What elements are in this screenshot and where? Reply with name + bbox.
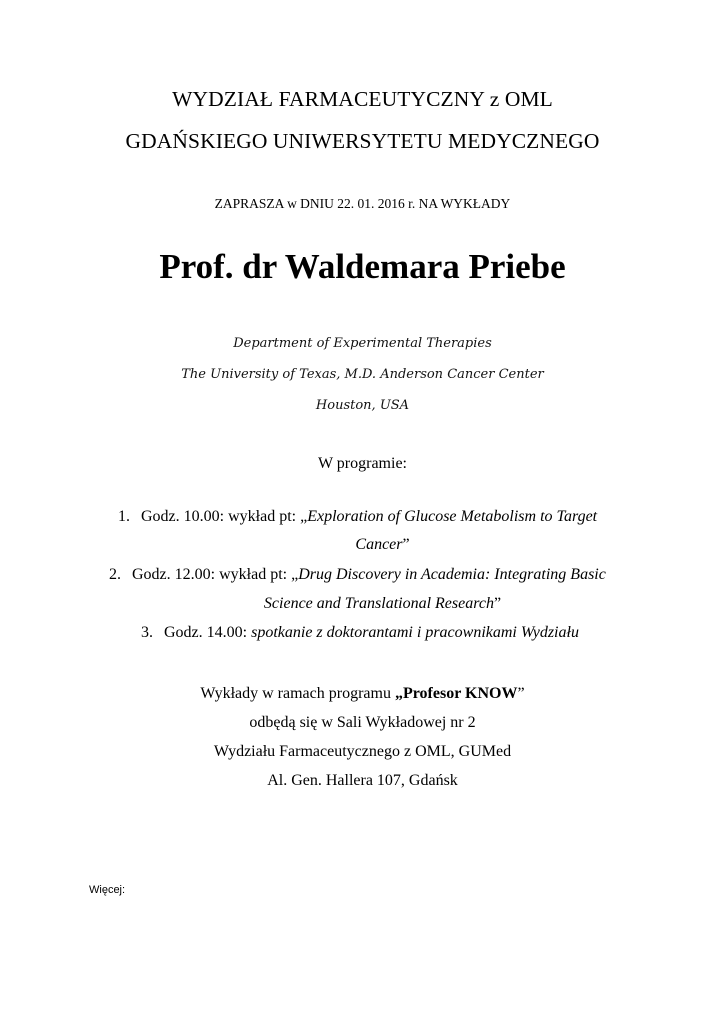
speaker-name: Prof. dr Waldemara Priebe	[159, 247, 566, 286]
program-item-2-prefix: Godz. 12.00: wykład pt: „	[132, 566, 299, 583]
program-item-1	[141, 508, 597, 526]
program-item-2-cont	[0, 595, 725, 613]
more-info-label: Więcej:	[89, 884, 126, 896]
speaker-university: The University of Texas, M.D. Anderson Cancer Center	[181, 367, 544, 382]
program-name: „Profesor KNOW	[394, 685, 518, 702]
venue-line3: Wydziału Farmaceutycznego z OML, GUMed	[213, 743, 512, 760]
venue-line1-suffix: ”	[517, 685, 525, 702]
venue-line2: odbędą się w Sali Wykładowej nr 2	[249, 714, 476, 731]
program-item-1-title: Exploration of Glucose Metabolism to Target	[307, 508, 598, 525]
program-item-3	[164, 624, 579, 642]
program-item-3-title: spotkanie z doktorantami i pracownikami Wydziału	[251, 624, 579, 641]
venue-address: Al. Gen. Hallera 107, Gdańsk	[267, 772, 458, 789]
speaker-location: Houston, USA	[315, 398, 410, 413]
program-item-1-title-cont: Cancer	[355, 536, 403, 553]
program-label: W programie:	[317, 455, 407, 472]
venue-line1-prefix: Wykłady w ramach programu	[200, 685, 395, 702]
program-item-2-number: 2.	[109, 566, 121, 583]
program-item-1-cont	[0, 536, 725, 554]
program-item-1-number: 1.	[118, 508, 130, 525]
speaker-department: Department of Experimental Therapies	[233, 336, 492, 351]
program-item-2-title-cont: Science and Translational Research	[263, 595, 494, 612]
program-item-1-suffix: ”	[402, 536, 410, 553]
program-item-3-number: 3.	[141, 624, 153, 641]
program-item-2-suffix: ”	[493, 595, 502, 612]
program-item-1-prefix: Godz. 10.00: wykład pt: „	[141, 508, 308, 525]
invitation-line: ZAPRASZA w DNIU 22. 01. 2016 r. NA WYKŁADY	[214, 196, 511, 211]
venue-line1	[0, 685, 725, 703]
faculty-title-line1: WYDZIAŁ FARMACEUTYCZNY z OML	[172, 87, 553, 111]
program-item-2-title: Drug Discovery in Academia: Integrating Basic	[298, 566, 606, 583]
program-item-3-prefix: Godz. 14.00:	[164, 624, 252, 641]
program-item-2	[132, 566, 606, 584]
faculty-title-line2: GDAŃSKIEGO UNIWERSYTETU MEDYCZNEGO	[125, 129, 600, 153]
